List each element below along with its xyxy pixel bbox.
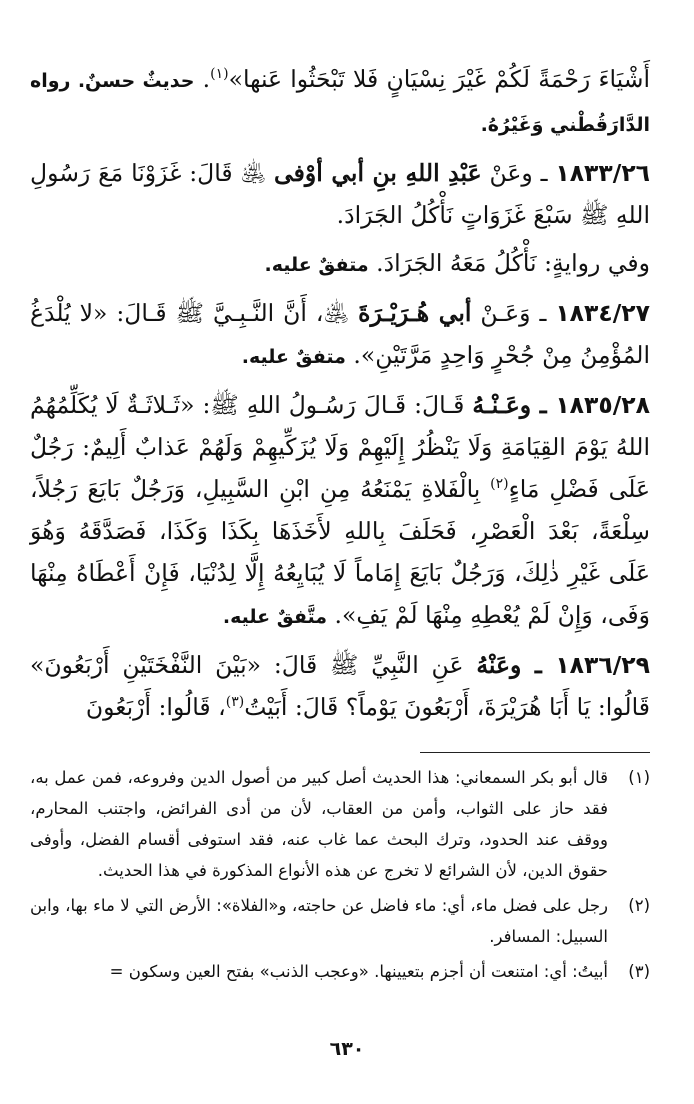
footnote-text: قال أبو بكر السمعاني: هذا الحديث أصل كبير من أصول الدين وفروعه، فمن عمل به، فقد حاز على الثواب، وأمن من العقاب، لأن من أدى الفرائض، واجتنب المحارم، ووقف عند الحدود، وترك البحث عما غاب عنه، فقد استوفى أقسام الفضل، وأوفى حقوق الدين، لأن الشرائع لا تخرج عن هذه الأنواع المذكورة في هذا الحديث.: [30, 768, 608, 880]
main-text: [30, 58, 650, 734]
footnote-text: رجل على فضل ماء، أي: ماء فاضل عن حاجته، و«الفلاة»: الأرض التي لا ماء بها، وابن السبيل: المسافر.: [30, 896, 608, 946]
hadith-grade: متفقٌ عليه.: [264, 254, 369, 276]
footnote: [30, 890, 650, 952]
footnote-number: (٢): [628, 896, 650, 915]
hadith-text: ﵁، أَنَّ النَّـبِـيَّ ﷺ قَـالَ: «لا يُلْدَغُ المُؤْمِنُ مِنْ جُحْرٍ وَاحِدٍ مَرَّتَيْنِ».: [30, 299, 650, 369]
hadith-variant: [30, 242, 650, 286]
hadith-1834: [30, 292, 650, 378]
footnote-ref-3: (٣): [225, 694, 245, 711]
hadith-grade: متفقٌ عليه.: [241, 346, 346, 368]
hadith-number: ١٨٣٣/٢٦: [555, 159, 651, 187]
footnote-number: (١): [628, 768, 650, 787]
hadith-number: ١٨٣٤/٢٧: [555, 299, 650, 327]
footnote: [30, 762, 650, 886]
footnote-ref-2: (٢): [490, 476, 509, 493]
narrator-name: عَبْدِ اللهِ بنِ أبي أوْفى: [274, 159, 482, 187]
hadith-text: ﵁ قَالَ: غَزَوْنَا مَعَ رَسُولِ اللهِ ﷺ سَبْعَ غَزَوَاتٍ نَأْكُلُ الجَرَادَ.: [30, 159, 650, 229]
hadith-1836: [30, 644, 650, 728]
footnotes: [30, 762, 650, 991]
hadith-text: وفي روايةٍ: نَأْكُلُ مَعَهُ الجَرَادَ.: [368, 249, 650, 277]
hadith-grade: حديثٌ حسنٌ. رواه الدَّارَقُطْني وَغَيْرُهُ.: [30, 70, 650, 136]
hadith-number: ١٨٣٥/٢٨: [555, 391, 650, 419]
page-number: ٦٣٠: [329, 1038, 365, 1060]
hadith-text: ـ وَعَـنْ: [471, 299, 556, 327]
hadith-text: قَـالَ: قَـالَ رَسُـولُ اللهِ ﷺ: «ثَـلاثَـةٌ لَا يُكَلِّمُهُمُ اللهُ يَوْمَ القِيَامَةِ وَلَا يَنْظُرُ إِلَيْهِمْ وَلَا يُزَكِّيهِمْ وَلَهُمْ عَذابٌ أَلِيمٌ: رَجُلٌ عَلَى فَضْلِ مَاءٍ: [30, 391, 650, 503]
hadith-text: عَنِ النَّبِيِّ ﷺ قَالَ: «بَيْنَ النَّفْخَتَيْنِ أَرْبَعُونَ» قَالُوا: يَا أَبَا هُرَيْرَةَ، أَرْبَعُونَ يَوْماً؟ قَالَ: أَبَيْتُ: [30, 651, 650, 721]
hadith-grade: متَّفقٌ عليه.: [222, 606, 328, 628]
narrator-name: أبي هُـرَيْـرَةَ: [358, 299, 472, 327]
hadith-continuation: [30, 58, 650, 146]
hadith-1833: [30, 152, 650, 236]
footnote-number: (٣): [628, 962, 650, 981]
footnote-ref-1: (١): [210, 66, 229, 83]
hadith-text: بِالْفَلاةِ يَمْنَعُهُ مِنِ ابْنِ السَّبِيلِ، وَرَجُلٌ بَايَعَ رَجُلاً، سِلْعَةً، بَعْدَ الْعَصْرِ، فَحَلَفَ بِاللهِ لأَخَذَهَا بِكَذَا وَكَذَا، فَصَدَّقَهُ وَهُوَ عَلَى غَيْرِ ذٰلِكَ، وَرَجُلٌ بَايَعَ إِمَاماً لَا يُبَايِعُهُ إِلَّا لِدُنْيَا، فَإِنْ أَعْطَاهُ مِنْهَا وَفَى، وَإِنْ لَمْ يُعْطِهِ مِنْهَا لَمْ يَفِ».: [30, 475, 650, 629]
hadith-1835: [30, 384, 650, 638]
hadith-text: ـ وعَنْ: [481, 159, 556, 187]
hadith-number: ١٨٣٦/٢٩: [555, 651, 650, 679]
hadith-text: ، قَالُوا: أَرْبَعُونَ: [85, 693, 226, 721]
narrator-name: ـ وعَـنْـهُ: [472, 391, 556, 419]
hadith-text: أَشْيَاءَ رَحْمَةً لَكُمْ غَيْرَ نِسْيَانٍ فَلا تَبْحَثُوا عَنها»: [228, 65, 650, 93]
narrator-name: ـ وعَنْهُ: [476, 651, 556, 679]
footnote-text: أبيتُ: أي: امتنعت أن أجزم بتعيينها. «وعجب الذنب» بفتح العين وسكون =: [109, 962, 608, 981]
footnote-divider: [420, 752, 650, 753]
footnote: [30, 956, 650, 987]
punctuation: .: [194, 65, 211, 93]
